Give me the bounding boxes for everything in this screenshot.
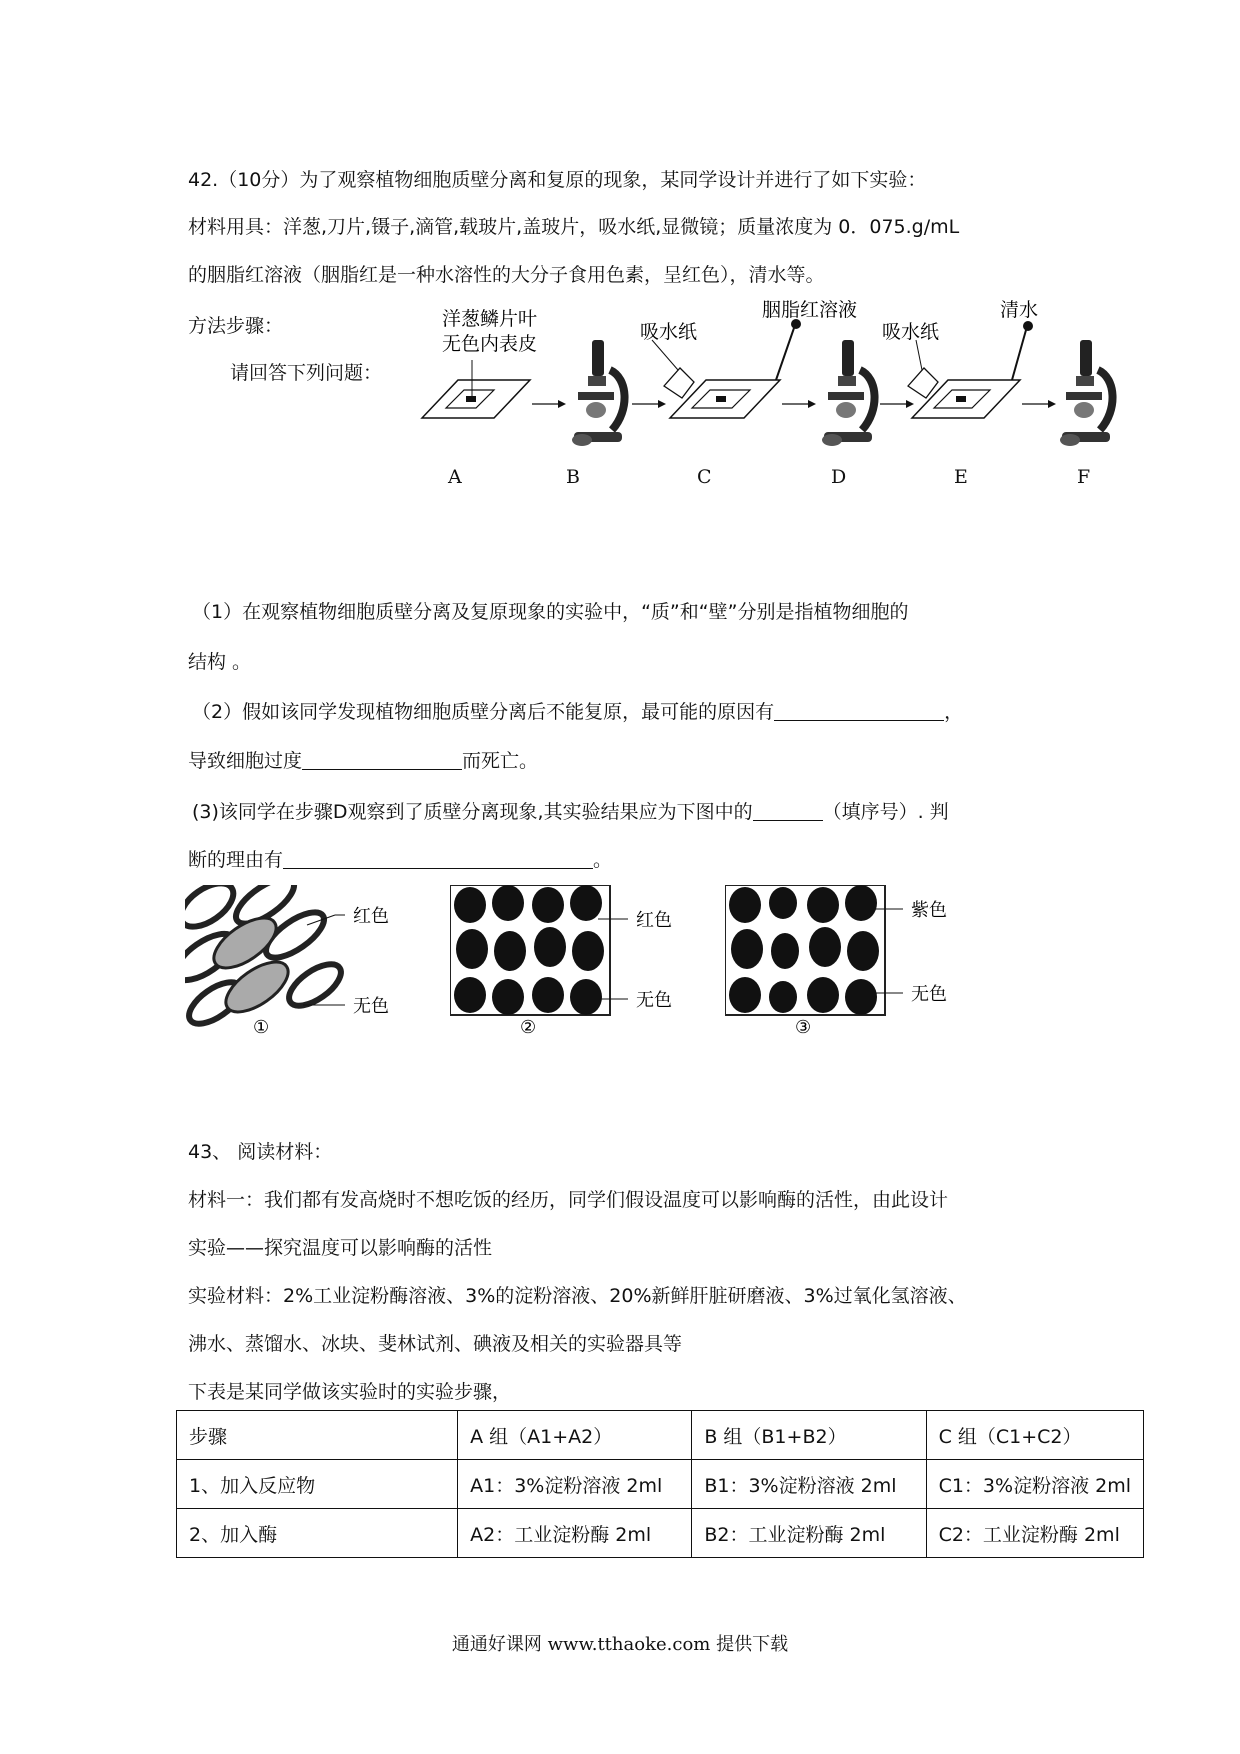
experiment-steps-table (176, 1410, 1144, 1558)
method-label: 方法步骤： (188, 315, 284, 337)
sub-question-2b: 导致细胞过度 而死亡。 (188, 750, 539, 772)
table-header-cell: 步骤 (177, 1411, 458, 1460)
table-row (177, 1460, 1144, 1509)
label-blotting-paper-2: 吸水纸 (882, 321, 940, 343)
table-cell: C2：工业淀粉酶 2ml (926, 1509, 1143, 1558)
cell-3-top-label: 紫色 (911, 900, 947, 921)
step-label-a: A (448, 466, 462, 488)
cell-2-top-label: 红色 (636, 910, 672, 931)
microscope-b-icon (572, 340, 625, 446)
table-cell: B1：3%淀粉溶液 2ml (692, 1460, 926, 1509)
table-cell: C1：3%淀粉溶液 2ml (926, 1460, 1143, 1509)
table-cell: 2、加入酶 (177, 1509, 458, 1558)
microscope-d-icon (822, 340, 875, 446)
answer-prompt: 请回答下列问题： (230, 362, 383, 384)
cell-figure-1 (185, 885, 415, 1035)
q43-title: 43、 阅读材料： (188, 1141, 333, 1163)
sub-question-3b: 断的理由有 。 (188, 849, 613, 871)
q43-material1-b: 实验——探究温度可以影响酶的活性 (188, 1237, 493, 1259)
q43-table-intro: 下表是某同学做该实验时的实验步骤， (188, 1381, 512, 1403)
table-header-cell: C 组（C1+C2） (926, 1411, 1143, 1460)
step-label-e: E (954, 466, 968, 488)
cell-2-number: ② (520, 1017, 537, 1035)
label-clear-water: 清水 (1000, 300, 1039, 321)
step-label-d: D (831, 466, 847, 488)
answer-blank-2a[interactable] (774, 700, 944, 721)
sub-question-2a: （2）假如该同学发现植物细胞质壁分离后不能复原，最可能的原因有 ， (192, 701, 964, 723)
cell-1-top-label: 红色 (353, 906, 389, 927)
slide-a (422, 360, 530, 418)
procedure-diagram (420, 300, 1120, 460)
answer-blank-2b[interactable] (302, 749, 462, 770)
table-header-cell: B 组（B1+B2） (692, 1411, 926, 1460)
label-onion-1: 洋葱鳞片叶 (442, 308, 538, 330)
q43-materials-b: 沸水、蒸馏水、冰块、斐林试剂、碘液及相关的实验器具等 (188, 1333, 683, 1355)
table-cell: 1、加入反应物 (177, 1460, 458, 1509)
cell-3-number: ③ (795, 1017, 812, 1035)
cell-1-number: ① (253, 1017, 270, 1035)
sub-question-3a: (3)该同学在步骤D观察到了质壁分离现象,其实验结果应为下图中的 （填序号）. 判 (192, 801, 949, 823)
label-blotting-paper-1: 吸水纸 (640, 321, 698, 343)
q42-line3: 的胭脂红溶液（胭脂红是一种水溶性的大分子食用色素，呈红色），清水等。 (188, 264, 825, 286)
table-cell: A1：3%淀粉溶液 2ml (458, 1460, 692, 1509)
q42-line1: 42.（10分）为了观察植物细胞质壁分离和复原的现象，某同学设计并进行了如下实验： (188, 169, 927, 191)
sub-question-1b: 结构 。 (188, 651, 252, 673)
cell-figure-2 (450, 885, 700, 1035)
q43-materials-a: 实验材料：2%工业淀粉酶溶液、3%的淀粉溶液、20%新鲜肝脏研磨液、3%过氧化氢溶液、 (188, 1285, 967, 1307)
table-cell: A2：工业淀粉酶 2ml (458, 1509, 692, 1558)
answer-blank-3b[interactable] (283, 848, 593, 869)
table-header-row (177, 1411, 1144, 1460)
answer-blank-3a[interactable] (753, 800, 823, 821)
q42-line2: 材料用具：洋葱,刀片,镊子,滴管,载玻片,盖玻片，吸水纸,显微镜；质量浓度为 0．075.g/mL (188, 216, 960, 238)
q43-material1-a: 材料一：我们都有发高烧时不想吃饭的经历，同学们假设温度可以影响酶的活性，由此设计 (188, 1189, 949, 1211)
microscope-f-icon (1060, 340, 1113, 446)
table-row (177, 1509, 1144, 1558)
cell-figure-3 (725, 885, 975, 1035)
step-label-b: B (566, 466, 580, 488)
cell-1-bottom-label: 无色 (353, 996, 389, 1017)
step-label-c: C (697, 466, 712, 488)
page-footer: 通通好课网 www.tthaoke.com 提供下载 (451, 1634, 789, 1655)
label-onion-2: 无色内表皮 (442, 333, 538, 355)
cell-2-bottom-label: 无色 (636, 990, 672, 1011)
table-header-cell: A 组（A1+A2） (458, 1411, 692, 1460)
sub-question-1a: （1）在观察植物细胞质壁分离及复原现象的实验中，“质”和“壁”分别是指植物细胞的 (192, 601, 909, 623)
step-label-f: F (1077, 466, 1091, 488)
table-cell: B2：工业淀粉酶 2ml (692, 1509, 926, 1558)
label-carmine-solution: 胭脂红溶液 (762, 300, 858, 321)
cell-3-bottom-label: 无色 (911, 984, 947, 1005)
